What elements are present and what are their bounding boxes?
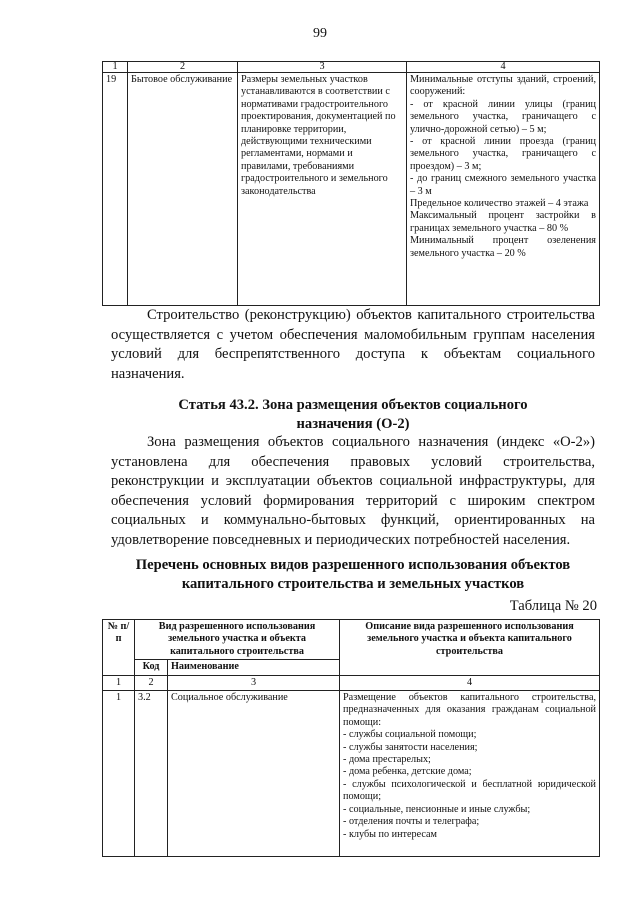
paragraph-line: условий для беспрепятственного доступа к объектам социального	[111, 346, 595, 363]
col-number-2: 2	[128, 62, 238, 73]
heading-line: Статья 43.2. Зона размещения объектов социального	[178, 397, 528, 413]
header-name: Наименование	[168, 660, 340, 675]
paragraph-line: установлена для обеспечения правовых условий строительства,	[111, 453, 595, 470]
plot-size-rules: Размеры земельных участков устанавливаются в соответствии с нормативами градостроительного проектирования, документацией по планировке территории, действующими техническими регламентами, нормами и правилами, требованиями градостроительного и земельного законодательства	[238, 73, 407, 306]
limit-floors: Предельное количество этажей – 4 этажа	[410, 198, 589, 210]
table-row	[103, 73, 600, 306]
header-description: Описание вида разрешенного использования земельного участка и объекта капитального строительства	[340, 620, 600, 676]
header-code: Код	[135, 660, 168, 675]
limit-adjacent: - до границ смежного земельного участка – 3 м	[410, 173, 596, 197]
col-number-1: 1	[103, 675, 135, 690]
description-line: - службы занятости населения;	[343, 741, 478, 753]
table-column-numbers	[103, 675, 600, 690]
page-number: 99	[313, 26, 327, 41]
col-number-3: 3	[168, 675, 340, 690]
list-heading	[111, 556, 595, 594]
use-name: Социальное обслуживание	[168, 691, 340, 857]
limit-max-coverage: Максимальный процент застройки в границах земельного участка – 80 %	[410, 210, 596, 234]
limits-cell	[407, 73, 600, 306]
table-label: Таблица № 20	[509, 598, 597, 614]
paragraph-line: Строительство (реконструкцию) объектов капитального строительства	[147, 307, 595, 323]
description-line: - отделения почты и телеграфа;	[343, 816, 480, 828]
col-number-4: 4	[407, 62, 600, 73]
paragraph-line: Зона размещения объектов социального назначения (индекс «О-2»)	[147, 434, 595, 450]
heading-line: капитального строительства и земельных участков	[181, 576, 525, 592]
description-line: - дома престарелых;	[343, 754, 431, 766]
col-number-1: 1	[103, 62, 128, 73]
description-line: - дома ребенка, детские дома;	[343, 766, 472, 778]
permitted-uses-table	[102, 619, 600, 857]
row-number: 1	[103, 691, 135, 857]
paragraph-line: реконструкции и эксплуатации объектов социальной инфраструктуры, для	[111, 473, 595, 490]
header-number: № п/п	[103, 620, 135, 676]
description-line: - службы психологической и бесплатной юридической помощи;	[343, 778, 597, 803]
col-number-3: 3	[238, 62, 407, 73]
table-header-row	[103, 620, 600, 660]
row-number: 19	[103, 73, 128, 306]
zone-parameters-table	[102, 61, 600, 306]
description-line: Размещение объектов капитального строительства, предназначенных для оказания гражданам социальной помощи:	[343, 692, 597, 728]
description-line: - клубы по интересам	[343, 828, 437, 840]
paragraph-line: назначения.	[111, 365, 185, 382]
description-line: - службы социальной помощи;	[343, 729, 477, 741]
paragraph-line: обеспечения условий формирования территорий с широким спектром	[111, 492, 595, 509]
use-code: 3.2	[135, 691, 168, 857]
limit-driveway: - от красной линии проезда (границ земельного участка, граничащего с проездом) – 3 м;	[410, 136, 596, 172]
paragraph-zone-description	[111, 433, 595, 551]
heading-line: назначения (О-2)	[296, 416, 410, 432]
table-column-numbers	[103, 62, 600, 73]
header-use-type: Вид разрешенного использования земельного участка и объекта капитального строительства	[135, 620, 340, 660]
paragraph-line: социальных и коммунально-бытовых функций, ориентированных на	[111, 512, 595, 529]
paragraph-line: удовлетворение повседневных и периодических потребностей населения.	[111, 531, 571, 548]
paragraph-accessibility	[111, 306, 595, 384]
article-heading	[111, 396, 595, 434]
description-line: - социальные, пенсионные и иные службы;	[343, 803, 531, 815]
col-number-2: 2	[135, 675, 168, 690]
use-description	[340, 691, 600, 857]
paragraph-line: осуществляется с учетом обеспечения маломобильным группам населения	[111, 326, 595, 343]
table-row	[103, 691, 600, 857]
limit-setbacks: Минимальные отступы зданий, строений, сооружений:	[410, 74, 596, 98]
use-name: Бытовое обслуживание	[128, 73, 238, 306]
col-number-4: 4	[340, 675, 600, 690]
heading-line: Перечень основных видов разрешенного использования объектов	[135, 557, 571, 573]
limit-street: - от красной линии улицы (границ земельного участка, граничащего с улично-дорожной сетью) – 5 м;	[410, 98, 596, 135]
limit-min-greenery: Минимальный процент озеленения земельного участка – 20 %	[410, 235, 596, 259]
